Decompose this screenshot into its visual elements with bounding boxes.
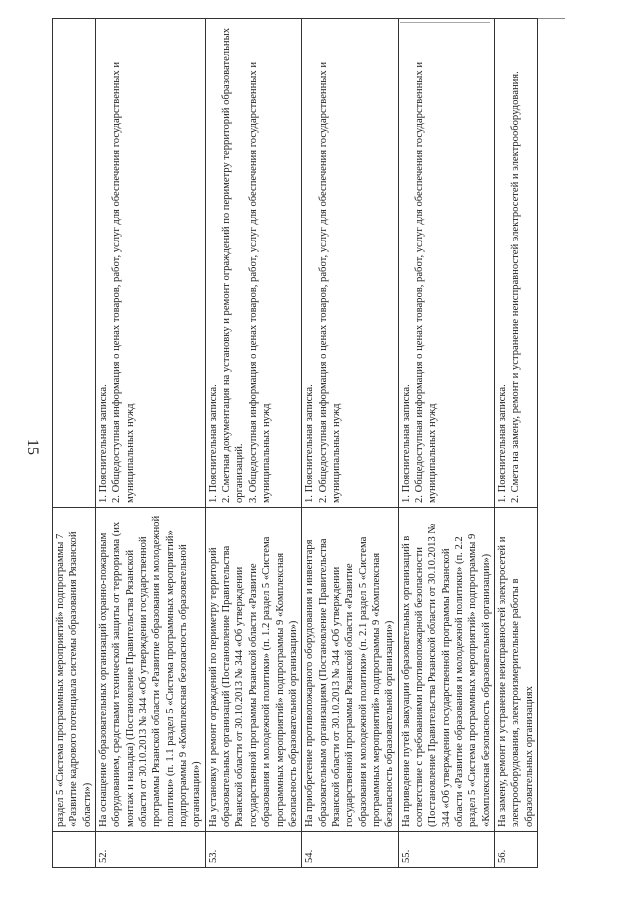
document-item: 2. Общедоступная информация о ценах товаров, работ, услуг для обеспечения государственных и муниципальных нужд xyxy=(317,62,342,503)
document-item: 2. Общедоступная информация о ценах товаров, работ, услуг для обеспечения государственных и муниципальных нужд xyxy=(111,62,136,503)
table-body xyxy=(53,19,538,868)
row-documents xyxy=(398,19,494,508)
document-item: 2. Сметная документация на установку и ремонт ограждений по периметру территорий образовательных организаций. xyxy=(221,27,246,503)
row-number: 54. xyxy=(302,832,398,868)
table-row xyxy=(53,19,96,868)
row-description: На замену, ремонт и устранение неисправностей электросетей и электрооборудования, электроизмерительные работы в образовательных организациях xyxy=(495,508,538,832)
row-documents xyxy=(495,19,538,508)
document-item: 2. Смета на замену, ремонт и устранение неисправностей электросетей и электрооборудования. xyxy=(510,71,522,503)
document-item: 1. Пояснительная записка. xyxy=(400,384,412,503)
row-documents xyxy=(96,19,206,508)
row-description: На оснащение образовательных организаций охранно-пожарным оборудованием, средствами технической защиты от терроризма (их монтаж и наладка) (Постановление Правительства Рязанской области от 30.10.2013 № 344 «Об утверждении государственной программы Рязанской области «Развитие образования и молодежной политики» (п. 1.1 раздел 5 «Система программных мероприятий» подпрограммы 9 «Комплексная безопасность образовательной организации») xyxy=(96,508,206,832)
table-row xyxy=(205,19,301,868)
row-description: раздел 5 «Система программных мероприятий» подпрограммы 7 «Развитие кадрового потенциала системы образования Рязанской области») xyxy=(53,508,96,832)
row-number xyxy=(53,832,96,868)
document-item: 1. Пояснительная записка. xyxy=(207,384,219,503)
row-documents xyxy=(302,19,398,508)
row-description: На установку и ремонт ограждений по периметру территорий образовательных организаций (Постановление Правительства Рязанской области от 30.10.2013 № 344 «Об утверждении государственной программы Рязанской области «Развитие образования и молодежной политики» (п. 1.2 раздел 5 «Система программных мероприятий» подпрограммы 9 «Комплексная безопасность образовательной организации») xyxy=(205,508,301,832)
requirements-table xyxy=(52,18,538,868)
row-description: На приведение путей эвакуации образовательных организаций в соответствие с требованиями противопожарной безопасности (Постановление Правительства Рязанской области от 30.10.2013 № 344 «Об утверждении государственной программы Рязанской области «Развитие образования и молодежной политики» (п. 2.2 раздел 5 «Система программных мероприятий» подпрограммы 9 «Комплексная безопасность образовательной организации») xyxy=(398,508,494,832)
row-number: 55. xyxy=(398,832,494,868)
row-number: 53. xyxy=(205,832,301,868)
row-documents xyxy=(53,19,96,508)
document-item: 1. Пояснительная записка. xyxy=(304,384,316,503)
table-row xyxy=(398,19,494,868)
table-row xyxy=(96,19,206,868)
table-row xyxy=(302,19,398,868)
page-number: 15 xyxy=(24,439,41,455)
document-item: 3. Общедоступная информация о ценах товаров, работ, услуг для обеспечения государственных и муниципальных нужд xyxy=(247,62,273,503)
row-description: На приобретение противопожарного оборудования и инвентаря образовательным организациям (Постановление Правительства Рязанской области от 30.10.2013 № 344 «Об утверждении государственной программы Рязанской области «Развитие образования и молодежной политики» (п. 2.1 раздел 5 «Система программных мероприятий» подпрограммы 9 «Комплексная безопасность образовательной организации») xyxy=(302,508,398,832)
document-item: 1. Пояснительная записка. xyxy=(497,384,508,503)
table-row xyxy=(495,19,538,868)
row-number: 56. xyxy=(495,832,538,868)
rotated-page-content xyxy=(52,23,597,868)
row-documents xyxy=(205,19,301,508)
document-item: 1. Пояснительная записка. xyxy=(98,384,110,503)
document-item: 2. Общедоступная информация о ценах товаров, работ, услуг для обеспечения государственных и муниципальных нужд xyxy=(413,62,439,503)
row-number: 52. xyxy=(96,832,206,868)
